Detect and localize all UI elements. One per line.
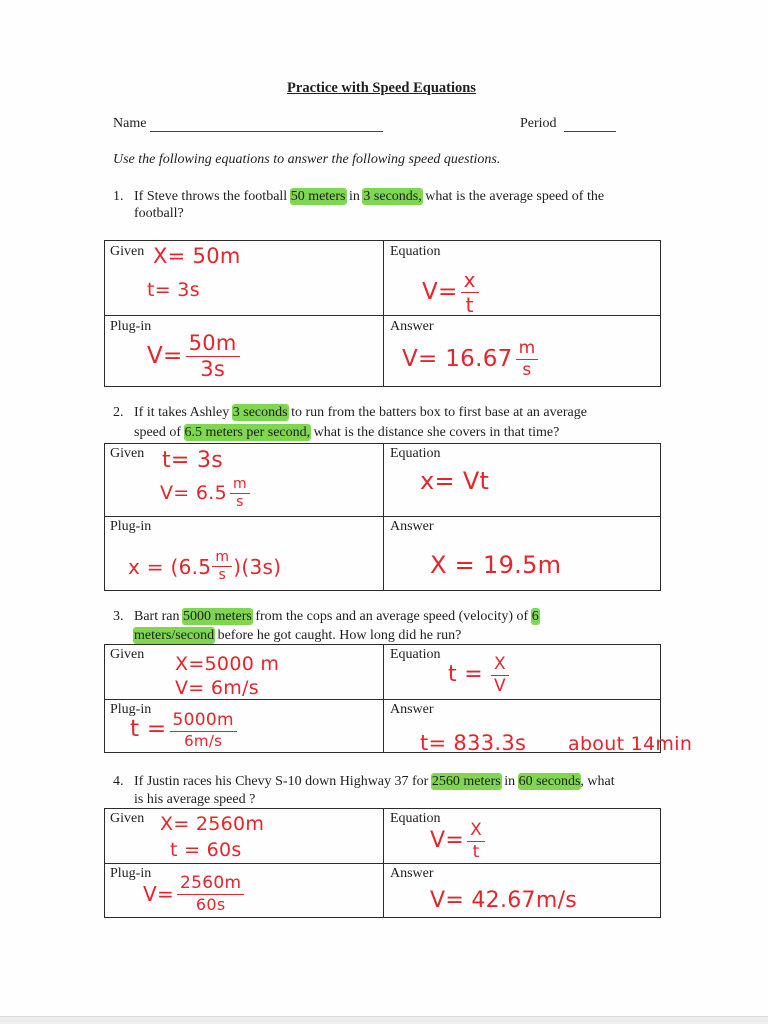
equation-label: Equation — [390, 446, 441, 461]
highlighted-text: 6.5 meters per second, — [184, 425, 311, 440]
handwritten-given: X=5000 m — [175, 653, 280, 675]
handwritten-answer: t= 833.3s — [420, 731, 527, 755]
fraction-numerator: 50m — [186, 332, 240, 357]
handwritten-given: V= 6m/s — [175, 677, 259, 699]
question-text-segment: from the cops and an average speed (velocity) of — [251, 609, 532, 624]
fraction-denominator: t — [465, 293, 474, 317]
question-text-segment: football? — [134, 206, 184, 221]
equation-label: Equation — [390, 647, 441, 662]
scan-edge — [0, 1016, 768, 1024]
question-text-segment: If it takes Ashley — [134, 405, 233, 420]
handwritten-given: X= 2560m — [160, 813, 265, 835]
question-text-segment: to run from the batters box to first base at an average — [287, 405, 587, 420]
question-text-segment: If Justin races his Chevy S-10 down Highway 37 for — [134, 774, 432, 789]
fraction-denominator: t — [472, 841, 480, 862]
question-text-line — [134, 404, 587, 422]
question-text-segment: speed of — [134, 425, 185, 440]
given-lhs: V= 6.5 — [160, 482, 227, 505]
plugin-label: Plug-in — [110, 702, 152, 717]
plugin-lhs: V= — [143, 881, 175, 906]
handwritten-equation — [430, 821, 488, 861]
question-text-segment: what is the average speed of the — [421, 189, 605, 204]
question-text-segment: Bart ran — [134, 609, 183, 624]
fraction — [467, 821, 485, 861]
plugin-label: Plug-in — [110, 866, 152, 881]
question-text-line — [134, 773, 615, 791]
answer-label: Answer — [390, 702, 434, 717]
fraction-denominator: V — [493, 675, 506, 696]
highlighted-text: 50 meters — [290, 189, 346, 204]
question-text-segment: , what — [580, 774, 615, 789]
name-blank-line — [150, 131, 383, 132]
handwritten-equation — [448, 655, 512, 695]
table-row-divider — [105, 863, 660, 864]
instructions: Use the following equations to answer the following speed questions. — [113, 152, 501, 167]
fraction-numerator: 5000m — [170, 711, 237, 732]
plugin-lhs: t = — [130, 716, 167, 743]
highlighted-text: 3 seconds — [232, 405, 288, 420]
fraction-numerator: 2560m — [177, 874, 244, 895]
question-text-line — [134, 627, 461, 645]
highlighted-text: 5000 meters — [182, 609, 252, 624]
plugin-label: Plug-in — [110, 519, 152, 534]
fraction-numerator: m — [230, 477, 250, 494]
fraction — [461, 269, 479, 316]
handwritten-given: t= 3s — [162, 448, 224, 473]
answer-table — [104, 808, 661, 918]
question-text-segment: in — [500, 774, 519, 789]
highlighted-text: meters/second — [134, 628, 215, 643]
fraction-numerator: m — [516, 339, 539, 360]
answer-lhs: V= 16.67 — [402, 345, 513, 372]
question-text-segment: before he got caught. How long did he run? — [214, 628, 462, 643]
handwritten-given — [160, 477, 253, 511]
highlighted-text: 6 — [531, 609, 539, 624]
handwritten-answer: V= 42.67m/s — [430, 888, 578, 913]
fraction-denominator: s — [218, 567, 227, 584]
highlighted-text: 60 seconds — [518, 774, 581, 789]
handwritten-plugin — [147, 332, 243, 381]
fraction — [491, 655, 509, 695]
plugin-lhs: x = (6.5 — [128, 554, 212, 579]
fraction — [230, 477, 250, 511]
handwritten-note: about 14min — [568, 733, 693, 755]
handwritten-equation — [422, 269, 482, 316]
fraction-numerator: X — [467, 821, 485, 842]
question-text-segment: is his average speed ? — [134, 792, 256, 807]
fraction-numerator: x — [461, 269, 479, 293]
table-row-divider — [105, 516, 660, 517]
equation-label: Equation — [390, 244, 441, 259]
answer-table — [104, 443, 661, 591]
fraction-denominator: 6m/s — [184, 731, 223, 750]
given-label: Given — [110, 446, 145, 461]
fraction — [177, 874, 244, 913]
handwritten-equation: x= Vt — [420, 467, 490, 495]
answer-table — [104, 240, 661, 387]
highlighted-text: 3 seconds, — [363, 189, 422, 204]
answer-label: Answer — [390, 866, 434, 881]
question-text-line — [134, 188, 604, 206]
fraction-numerator: X — [491, 655, 509, 676]
handwritten-given: t = 60s — [170, 839, 242, 861]
highlighted-text: 2560 meters — [431, 774, 501, 789]
equation-lhs: V= — [430, 828, 465, 854]
fraction — [516, 339, 539, 379]
equation-label: Equation — [390, 811, 441, 826]
plugin-rhs: )(3s) — [233, 554, 282, 579]
handwritten-plugin — [130, 711, 240, 749]
page-title: Practice with Speed Equations — [287, 80, 476, 96]
fraction — [186, 332, 240, 381]
period-blank-line — [564, 131, 616, 132]
question-text-segment: in — [345, 189, 364, 204]
period-label: Period — [520, 116, 557, 131]
question-number: 4. — [113, 774, 124, 789]
table-column-divider — [383, 241, 384, 386]
question-text-segment: If Steve throws the football — [134, 189, 291, 204]
given-label: Given — [110, 647, 145, 662]
fraction — [170, 711, 237, 749]
fraction-denominator: 3s — [200, 357, 226, 382]
question-text-line — [134, 424, 559, 442]
question-text-line — [134, 791, 255, 809]
handwritten-given: t= 3s — [147, 279, 200, 301]
question-text-line — [134, 608, 539, 626]
fraction-denominator: s — [236, 494, 244, 511]
fraction-denominator: 60s — [195, 894, 226, 914]
name-label: Name — [113, 116, 147, 131]
handwritten-given: X= 50m — [153, 244, 241, 268]
question-number: 3. — [113, 609, 124, 624]
question-number: 2. — [113, 405, 124, 420]
handwritten-answer: X = 19.5m — [430, 551, 562, 579]
fraction — [212, 550, 232, 584]
answer-table — [104, 644, 693, 755]
handwritten-plugin — [128, 550, 281, 584]
fraction-denominator: s — [522, 359, 532, 380]
handwritten-answer — [402, 339, 541, 379]
question-number: 1. — [113, 189, 124, 204]
equation-lhs: t = — [448, 662, 483, 688]
answer-label: Answer — [390, 519, 434, 534]
table-row-divider — [105, 315, 660, 316]
given-label: Given — [110, 244, 145, 259]
fraction-numerator: m — [212, 550, 232, 567]
equation-lhs: V= — [422, 278, 458, 305]
table-row-divider — [105, 699, 660, 700]
question-text-line — [134, 205, 184, 223]
given-label: Given — [110, 811, 145, 826]
handwritten-plugin — [143, 874, 247, 913]
table-column-divider — [383, 444, 384, 590]
plugin-lhs: V= — [147, 342, 183, 369]
plugin-label: Plug-in — [110, 319, 152, 334]
answer-label: Answer — [390, 319, 434, 334]
question-text-segment: what is the distance she covers in that time? — [310, 425, 560, 440]
